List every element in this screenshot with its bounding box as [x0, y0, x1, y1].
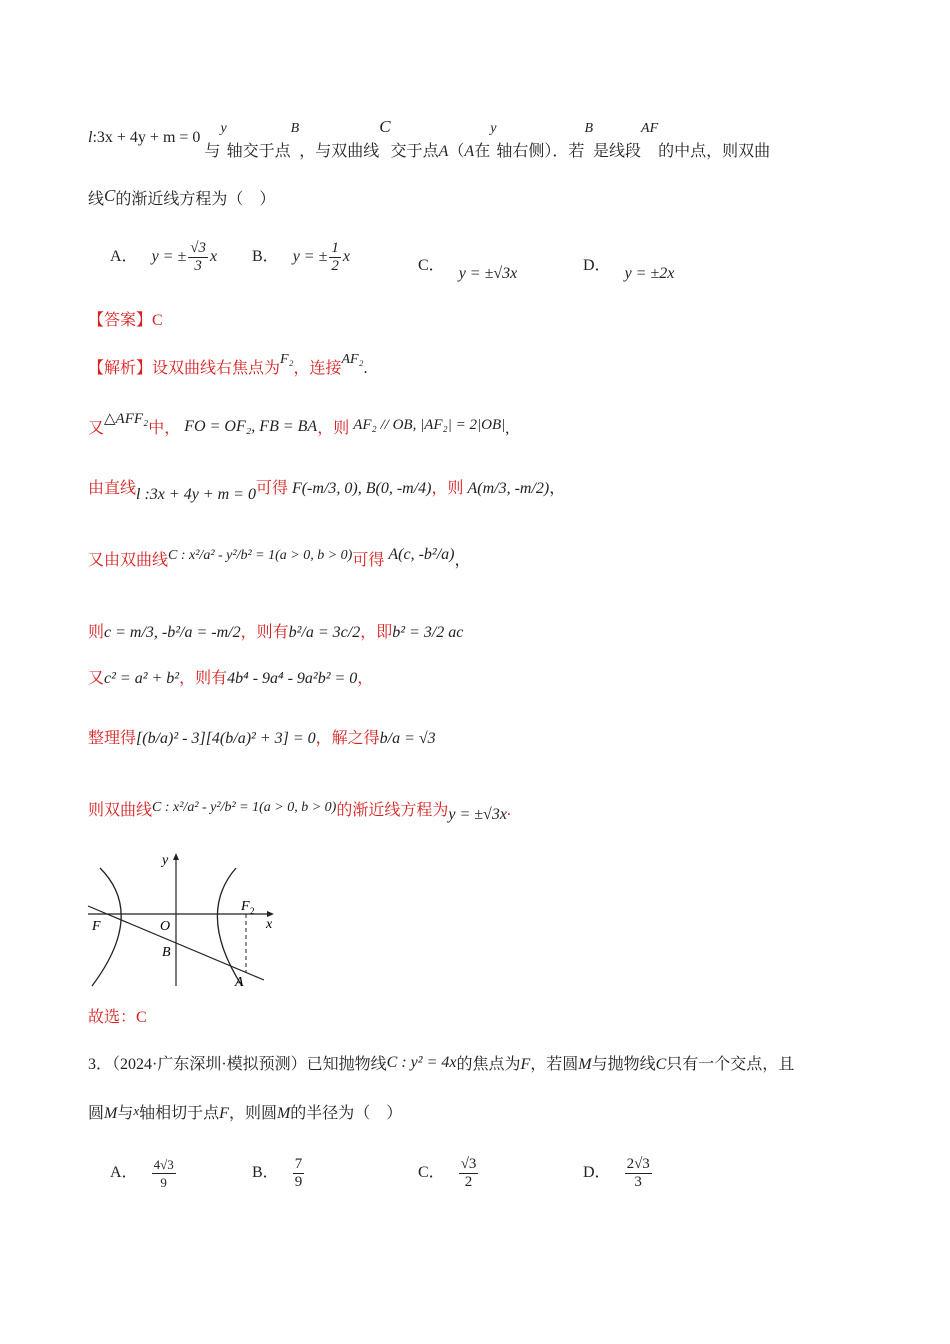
solution-text: . — [363, 360, 368, 377]
q3-var-x: x — [133, 1103, 140, 1118]
solution-eq: c = m/3, -b²/a = -m/2 — [104, 624, 241, 641]
q2-var-A: A — [464, 143, 475, 160]
solution-text: ，则 — [317, 420, 350, 437]
solution-line6 — [88, 668, 373, 690]
q3-option-b[interactable] — [252, 1156, 306, 1191]
solution-line3 — [88, 478, 566, 503]
label-a: A — [235, 975, 244, 990]
q3-text: ，则圆 — [228, 1105, 277, 1122]
q2-stem-line1 — [88, 117, 771, 160]
final-choice — [88, 1007, 147, 1029]
option-den: 3 — [194, 258, 202, 274]
option-label: B． — [252, 1164, 279, 1182]
answer-line — [88, 310, 163, 332]
solution-line4 — [88, 546, 471, 573]
solution-text: ，则有 — [240, 624, 289, 641]
solution-eq: C : x²/a² - y²/b² = 1(a > 0, b > 0) — [168, 548, 353, 563]
solution-text: 可得 — [352, 552, 385, 569]
q3-stem-line1 — [88, 1054, 794, 1076]
solution-text: 又 — [88, 670, 105, 687]
solution-var: F₂ — [280, 352, 294, 367]
solution-text: 由直线 — [88, 480, 137, 497]
q3-text: 轴相切于点 — [139, 1105, 220, 1122]
q2-option-d[interactable] — [583, 252, 675, 282]
solution-line2 — [88, 411, 510, 440]
label-f2-sub: 2 — [250, 906, 255, 916]
q2-text: 交于点 — [390, 143, 439, 160]
label-b: B — [162, 945, 171, 960]
answer-tag: 【答案】 — [88, 312, 153, 329]
q3-parabola-eq: C : y² = 4x — [386, 1054, 457, 1071]
q2-option-a[interactable] — [110, 240, 217, 275]
q2-text: 的渐近线方程为（ ） — [115, 191, 276, 208]
solution-text: 整理得 — [88, 730, 137, 747]
solution-eq: 4b⁴ - 9a⁴ - 9a²b² = 0 — [227, 670, 358, 687]
q2-var-A: A — [438, 143, 449, 160]
solution-text: 又由双曲线 — [88, 552, 169, 569]
hyperbola-figure — [84, 848, 284, 990]
option-label: D． — [583, 1164, 611, 1182]
q2-var-C: C — [379, 117, 391, 136]
label-x: x — [266, 917, 273, 932]
solution-text: ，解之得 — [315, 730, 380, 747]
solution-tag: 【解析】 — [88, 360, 153, 377]
solution-text: . — [506, 802, 511, 819]
solution-line1 — [88, 352, 368, 381]
solution-eq: [(b/a)² - 3][4(b/a)² + 3] = 0 — [136, 730, 316, 747]
q3-option-d[interactable] — [583, 1156, 654, 1191]
solution-text: ， — [357, 670, 374, 687]
solution-text: ， — [454, 552, 471, 569]
solution-text: 可得 — [255, 480, 288, 497]
solution-text: ，则 — [431, 480, 464, 497]
option-rhs: x — [342, 248, 350, 266]
solution-text: 的渐近线方程为 — [336, 802, 449, 819]
option-text: y = ±2x — [624, 265, 675, 282]
solution-eq: b²/a = 3c/2 — [288, 624, 361, 641]
solution-eq: b² = 3/2 ac — [392, 624, 464, 641]
option-label: C． — [418, 1164, 445, 1182]
solution-line5 — [88, 622, 463, 644]
label-f: F — [92, 919, 101, 934]
q2-option-c[interactable] — [418, 252, 518, 282]
label-f2: F — [241, 899, 250, 914]
solution-text: 则 — [88, 624, 105, 641]
option-rhs: x — [209, 248, 218, 266]
q3-text: ，若圆 — [530, 1056, 579, 1073]
q3-var-M: M — [104, 1105, 118, 1122]
option-lhs: y = ± — [292, 248, 328, 266]
option-num: 4√3 — [153, 1157, 174, 1172]
q3-text: 只有一个交点，且 — [666, 1056, 795, 1073]
option-label: D． — [583, 257, 611, 274]
option-lhs: y = ± — [151, 248, 187, 266]
solution-text: 又 — [88, 420, 105, 437]
solution-eq: AF₂ // OB, |AF₂| = 2|OB| — [353, 417, 506, 433]
solution-eq: c² = a² + b² — [104, 670, 180, 687]
q3-text: 与抛物线 — [591, 1056, 656, 1073]
option-num: 7 — [294, 1156, 303, 1172]
option-text: y = ±√3x — [458, 265, 518, 282]
q3-var-M: M — [578, 1056, 592, 1073]
q2-text: 轴交于点 — [226, 143, 291, 160]
option-den: 2 — [331, 258, 339, 274]
q2-var-y: y — [490, 121, 497, 136]
solution-eq: FO = OF₂, FB = BA — [184, 418, 318, 435]
option-den: 9 — [294, 1174, 303, 1190]
solution-eq: l :3x + 4y + m = 0 — [136, 486, 256, 503]
solution-text: 设双曲线右焦点为 — [152, 360, 281, 377]
q2-text: 是线段 — [593, 143, 642, 160]
option-num: 1 — [331, 240, 339, 256]
q2-var-y: y — [220, 121, 227, 136]
solution-line7 — [88, 728, 436, 750]
q3-option-a[interactable] — [110, 1156, 178, 1191]
option-den: 2 — [464, 1174, 473, 1190]
solution-text: ，即 — [360, 624, 393, 641]
q3-stem-line2 — [88, 1103, 402, 1125]
solution-eq: y = ±√3x — [448, 806, 507, 823]
q3-option-c[interactable] — [418, 1156, 480, 1191]
q2-text: ，与双曲线 — [299, 143, 380, 160]
option-num: √3 — [190, 240, 206, 256]
q2-text: 与 — [204, 143, 221, 160]
q3-text: 的焦点为 — [456, 1056, 521, 1073]
solution-eq: b/a = √3 — [379, 730, 436, 747]
final-choice-text: 故选：C — [88, 1009, 147, 1026]
q2-text: 线 — [88, 191, 105, 208]
solution-eq: C : x²/a² - y²/b² = 1(a > 0, b > 0) — [152, 800, 337, 815]
solution-triangle: △AFF₂ — [104, 411, 149, 427]
q2-stem-line2 — [88, 188, 275, 211]
q2-var-C: C — [104, 186, 116, 205]
solution-text: ，连接 — [293, 360, 342, 377]
hyperbola-right-branch — [217, 868, 242, 986]
option-label: C． — [418, 257, 445, 274]
solution-text: ， — [549, 480, 566, 497]
q2-option-b[interactable] — [252, 240, 350, 275]
label-o: O — [160, 919, 171, 934]
answer-value: C — [152, 312, 163, 329]
y-axis-arrow — [173, 853, 179, 860]
q3-var-F: F — [219, 1105, 229, 1122]
q3-text: 圆 — [88, 1105, 105, 1122]
q2-var-B: B — [584, 121, 593, 136]
q2-line-l: l — [88, 129, 93, 146]
solution-var: AF₂ — [341, 352, 364, 367]
q3-text: 3．（2024·广东深圳·模拟预测）已知抛物线 — [88, 1056, 387, 1073]
q3-text: 与 — [117, 1105, 134, 1122]
q2-text: 的中点，则双曲 — [658, 143, 771, 160]
q3-var-F: F — [520, 1056, 531, 1073]
label-y: y — [162, 853, 169, 868]
option-num: √3 — [460, 1156, 477, 1172]
solution-text: , — [505, 420, 510, 437]
solution-eq: A(m/3, -m/2) — [467, 480, 550, 497]
q3-var-C: C — [655, 1056, 667, 1073]
solution-text: 中， — [148, 420, 181, 437]
q2-var-AF: AF — [641, 121, 659, 136]
option-den: 3 — [634, 1174, 642, 1190]
option-den: 9 — [160, 1175, 167, 1190]
q2-line-eq: :3x + 4y + m = 0 — [92, 129, 201, 146]
q2-text: （ — [448, 143, 465, 160]
q3-text: 的半径为（ ） — [290, 1105, 403, 1122]
option-label: A． — [110, 1164, 138, 1182]
q2-var-B: B — [290, 121, 300, 136]
solution-line8 — [88, 800, 511, 823]
q3-var-M: M — [276, 1105, 291, 1122]
solution-text: 则双曲线 — [88, 802, 153, 819]
option-label: B． — [252, 248, 279, 266]
solution-eq: F(-m/3, 0), B(0, -m/4) — [291, 480, 432, 497]
q2-text: 在 — [474, 143, 491, 160]
solution-text: ，则有 — [179, 670, 228, 687]
option-label: A． — [110, 248, 138, 266]
option-num: 2√3 — [626, 1156, 650, 1172]
solution-eq: A(c, -b²/a) — [388, 546, 455, 563]
q2-text: 轴右侧）．若 — [496, 143, 585, 160]
